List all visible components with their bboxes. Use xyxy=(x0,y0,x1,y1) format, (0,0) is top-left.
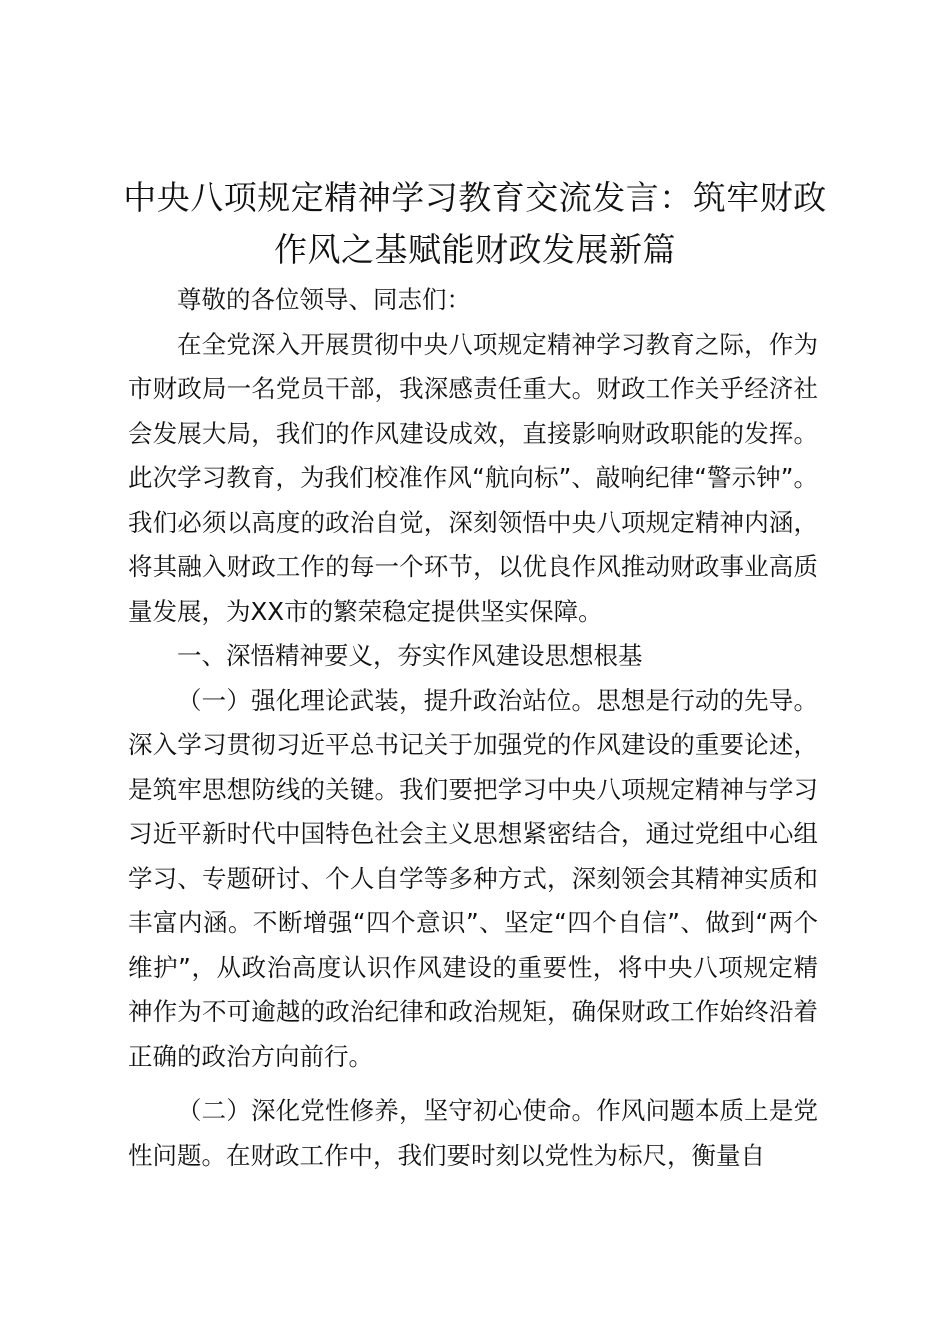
section-heading-1: 一、深悟精神要义，夯实作风建设思想根基 xyxy=(177,641,643,670)
salutation: 尊敬的各位领导、同志们： xyxy=(177,285,471,314)
paragraph-subsection-1: （一）强化理论武装，提升政治站位。思想是行动的先导。深入学习贯彻习近平总书记关于加强党的作风建设的重要论述，是筑牢思想防线的关键。我们要把学习中央八项规定精神与学习习近平新时代中国特色社会主义思想紧密结合，通过党组中心组学习、专题研讨、个人自学等多种方式，深刻领会其精神实质和丰富内涵。不断增强“四个意识”、坚定“四个自信”、做到“两个维护”，从政治高度认识作风建设的重要性，将中央八项规定精神作为不可逾越的政治纪律和政治规矩，确保财政工作始终沿着正确的政治方向前行。 xyxy=(128,685,818,1071)
paragraph-subsection-2: （二）深化党性修养，坚守初心使命。作风问题本质上是党性问题。在财政工作中，我们要时刻以党性为标尺，衡量自 xyxy=(128,1096,818,1170)
document-title: 中央八项规定精神学习教育交流发言：筑牢财政作风之基赋能财政发展新篇 xyxy=(123,178,827,269)
paragraph-intro: 在全党深入开展贯彻中央八项规定精神学习教育之际，作为市财政局一名党员干部，我深感责任重大。财政工作关乎经济社会发展大局，我们的作风建设成效，直接影响财政职能的发挥。此次学习教育，为我们校准作风“航向标”、敲响纪律“警示钟”。我们必须以高度的政治自觉，深刻领悟中央八项规定精神内涵，将其融入财政工作的每一个环节，以优良作风推动财政事业高质量发展，为XX市的繁荣稳定提供坚实保障。 xyxy=(128,329,818,626)
document-body xyxy=(128,278,818,1178)
